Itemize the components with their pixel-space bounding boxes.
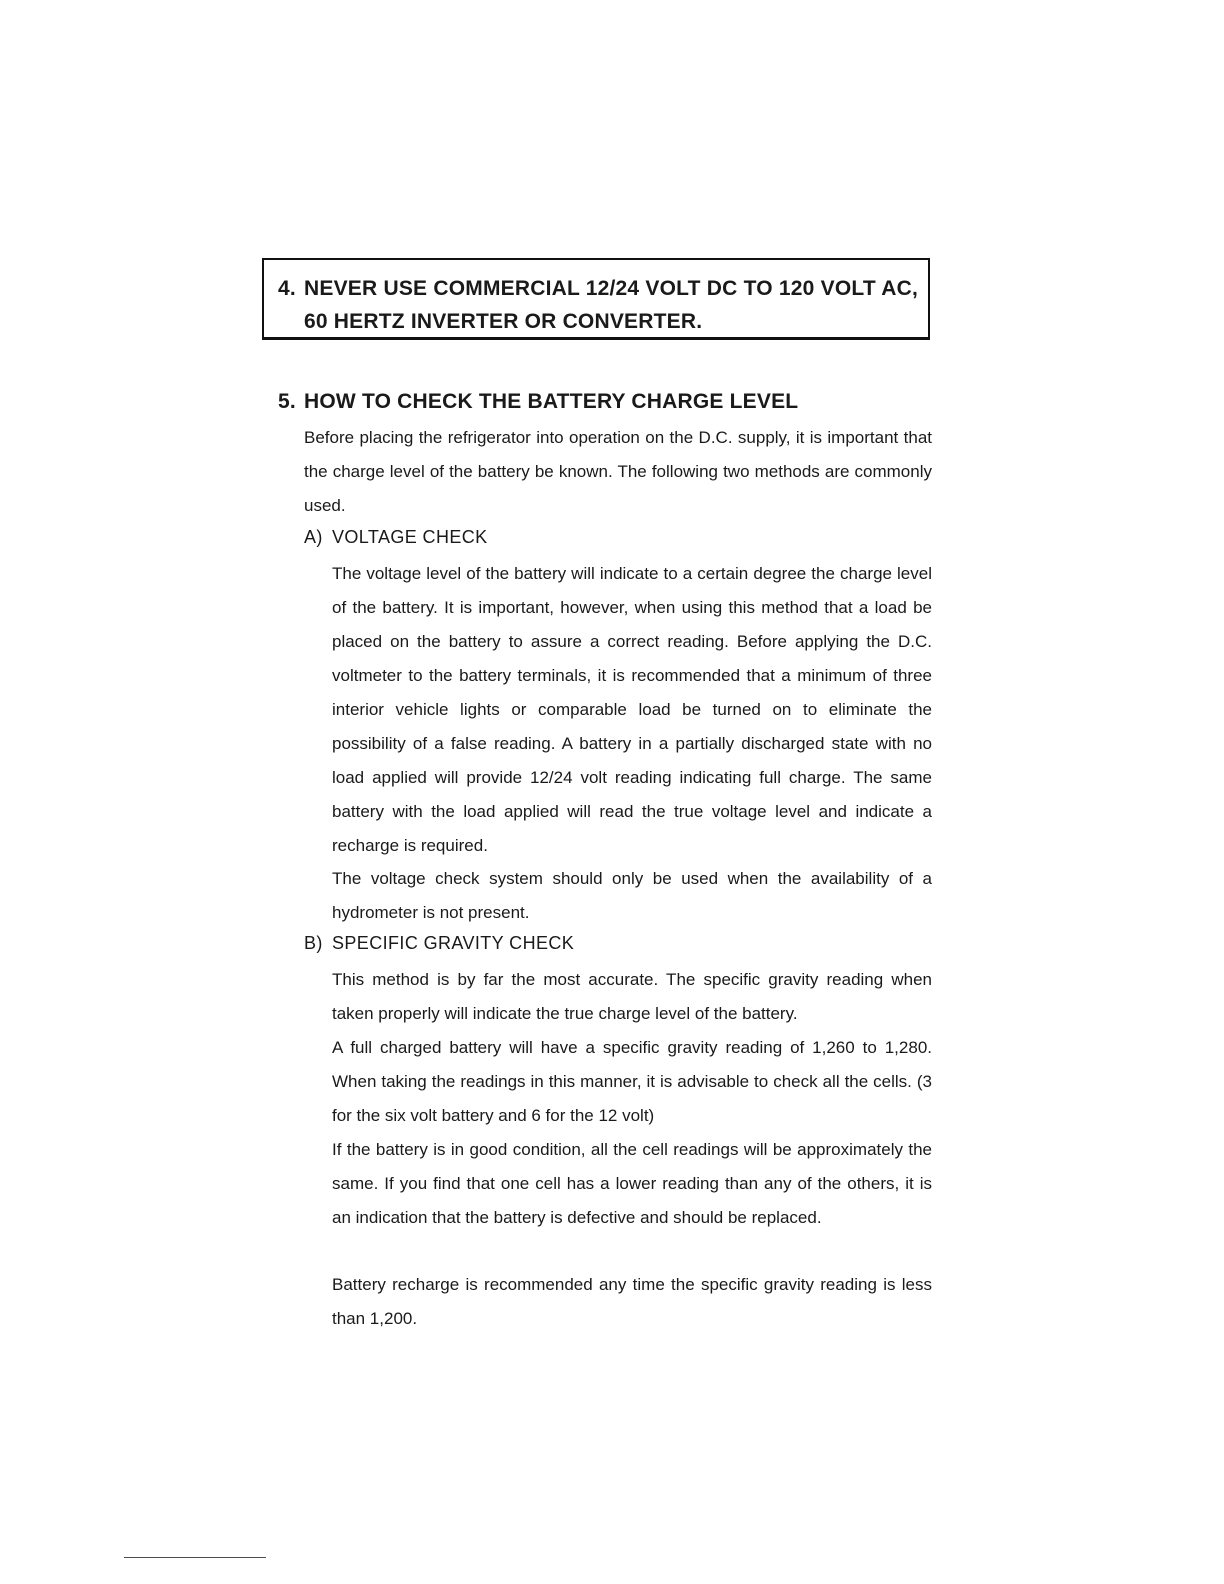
warning-text: NEVER USE COMMERCIAL 12/24 VOLT DC TO 120 VOLT AC, 60 HERTZ INVERTER OR CONVERTER. [304,277,918,333]
section-heading [278,390,798,414]
gravity-check-title: SPECIFIC GRAVITY CHECK [332,933,575,953]
voltage-check-title: VOLTAGE CHECK [332,527,488,547]
gravity-check-paragraph: Battery recharge is recommended any time the specific gravity reading is less than 1,200. [332,1275,932,1328]
section-intro: Before placing the refrigerator into operation on the D.C. supply, it is important that the charge level of the battery be known. The following two methods are commonly used. [304,428,932,515]
section-title: HOW TO CHECK THE BATTERY CHARGE LEVEL [304,390,799,413]
gravity-check-paragraph: This method is by far the most accurate. The specific gravity reading when taken properly will indicate the true charge level of the battery. [332,970,932,1023]
gravity-check-heading [304,933,574,954]
warning-number: 4. [278,277,296,300]
warning-box [262,258,930,340]
gravity-check-letter: B) [304,933,323,953]
footnote-rule [124,1557,266,1558]
voltage-check-paragraph: The voltage level of the battery will indicate to a certain degree the charge level of the battery. It is important, however, when using this method that a load be placed on the battery to assure a correct reading. Before applying the D.C. voltmeter to the battery terminals, it is recommended that a minimum of three interior vehicle lights or comparable load be turned on to eliminate the possibility of a false reading. A battery in a partially discharged state with no load applied will provide 12/24 volt reading indicating full charge. The same battery with the load applied will read the true voltage level and indicate a recharge is required. [332,564,932,855]
voltage-check-letter: A) [304,527,323,547]
voltage-check-paragraph: The voltage check system should only be used when the availability of a hydrometer is not present. [332,869,932,922]
section-number: 5. [278,390,296,413]
voltage-check-heading [304,527,488,548]
warning-text-block [278,272,918,338]
gravity-check-paragraph: If the battery is in good condition, all the cell readings will be approximately the same. If you find that one cell has a lower reading than any of the others, it is an indication that the battery is defective and should be replaced. [332,1140,932,1227]
gravity-check-paragraph: A full charged battery will have a specific gravity reading of 1,260 to 1,280. When taking the readings in this manner, it is advisable to check all the cells. (3 for the six volt battery and 6 for the 12 volt) [332,1038,932,1125]
